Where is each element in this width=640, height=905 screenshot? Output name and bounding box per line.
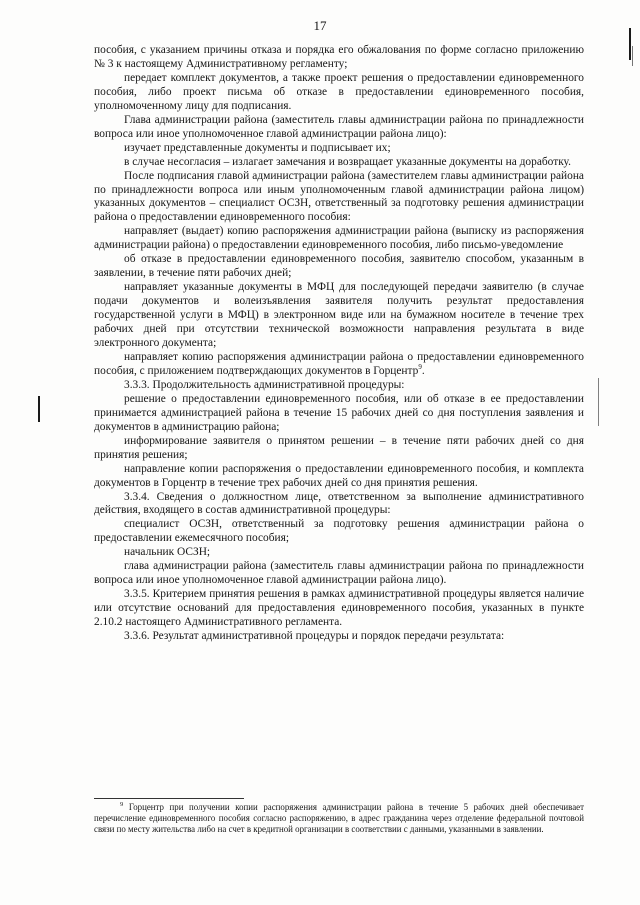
scan-edge-mark bbox=[598, 378, 599, 426]
body-paragraph bbox=[94, 588, 584, 630]
body-paragraph bbox=[94, 379, 584, 393]
paragraph-text: решение о предоставлении единовременного пособия, или об отказе в ее предоставлении принимается администрацией района в течение 15 рабочих дней со дня поступления заявления и документов в администрацию района; bbox=[94, 392, 584, 433]
body-paragraph bbox=[94, 114, 584, 142]
body-paragraph bbox=[94, 72, 584, 114]
footnote-text: Горцентр при получении копии распоряжения администрации района в течение 5 рабочих дней обеспечивает перечисление единовременного пособия согласно распоряжению, в адрес гражданина через отделение федеральной почтовой связи по месту жительства либо на счет в кредитной организации в соответствии с данными, указанными в заявлении. bbox=[94, 802, 584, 835]
document-body bbox=[94, 44, 584, 644]
paragraph-text: направляет указанные документы в МФЦ для последующей передачи заявителю (в случае подачи документов и волеизъявления заявителя получить результат предоставления государственной услуги в МФЦ) в электронном виде или на бумажном носителе в течение трех рабочих дней при отсутствии технической возможности направления результата в виде электронного документа; bbox=[94, 281, 584, 350]
paragraph-text: пособия, с указанием причины отказа и порядка его обжалования по форме согласно приложению № 3 к настоящему Административному регламенту; bbox=[94, 44, 584, 70]
paragraph-text: начальник ОСЗН; bbox=[124, 546, 211, 559]
scan-edge-mark bbox=[632, 46, 633, 66]
paragraph-text: 3.3.6. Результат административной процедуры и порядок передачи результата: bbox=[124, 630, 505, 643]
paragraph-text: направляет копию распоряжения администрации района о предоставлении единовременного пособия, с приложением подтверждающих документов в Горцентр bbox=[94, 350, 584, 377]
paragraph-text: направление копии распоряжения о предоставлении единовременного пособия, и комплекта документов в Горцентр в течение трех рабочих дней со дня принятия решения. bbox=[94, 462, 584, 489]
body-paragraph bbox=[94, 170, 584, 226]
footnote-paragraph bbox=[94, 802, 584, 836]
body-paragraph bbox=[94, 351, 584, 379]
scan-edge-mark bbox=[38, 396, 40, 422]
paragraph-text: изучает представленные документы и подписывает их; bbox=[124, 141, 391, 154]
paragraph-text: информирование заявителя о принятом решении – в течение пяти рабочих дней со дня принятия решения; bbox=[94, 434, 584, 461]
paragraph-text: Глава администрации района (заместитель главы администрации района по принадлежности вопроса или иное уполномоченное главой администрации района лицо): bbox=[94, 113, 584, 140]
paragraph-text: специалист ОСЗН, ответственный за подготовку решения администрации района о предоставлении ежемесячного пособия; bbox=[94, 518, 584, 545]
paragraph-text: 3.3.5. Критерием принятия решения в рамках административной процедуры является наличие или отсутствие оснований для предоставления единовременного пособия, указанных в пункте 2.10.2 настоящего Административного регламента. bbox=[94, 588, 584, 629]
paragraph-text: 3.3.4. Сведения о должностном лице, ответственном за выполнение административного действия, входящего в состав административной процедуры: bbox=[94, 490, 584, 517]
paragraph-text: в случае несогласия – излагает замечания и возвращает указанные документы на доработку. bbox=[124, 155, 571, 168]
body-paragraph bbox=[94, 463, 584, 491]
footnote-separator bbox=[94, 798, 244, 799]
footnote bbox=[94, 802, 584, 836]
body-paragraph bbox=[94, 560, 584, 588]
body-paragraph bbox=[94, 546, 584, 560]
body-paragraph bbox=[94, 156, 584, 170]
paragraph-text: об отказе в предоставлении единовременного пособия, заявителю способом, указанным в заявлении, в течение пяти рабочих дней; bbox=[94, 253, 584, 280]
body-paragraph bbox=[94, 518, 584, 546]
body-paragraph bbox=[94, 142, 584, 156]
body-paragraph bbox=[94, 44, 584, 72]
paragraph-text: направляет (выдает) копию распоряжения администрации района (выписку из распоряжения администрации района) о предоставлении единовременного пособия, либо письмо-уведомление bbox=[94, 225, 584, 252]
paragraph-text: передает комплект документов, а также проект решения о предоставлении единовременного пособия, либо проект письма об отказе в предоставлении единовременного пособия, уполномоченному лицу для подписания. bbox=[94, 71, 584, 112]
paragraph-text: 3.3.3. Продолжительность административной процедуры: bbox=[124, 378, 405, 391]
footnote-reference: 9 bbox=[418, 363, 422, 372]
body-paragraph bbox=[94, 491, 584, 519]
paragraph-tail: . bbox=[421, 364, 425, 377]
body-paragraph bbox=[94, 630, 584, 644]
body-paragraph bbox=[94, 281, 584, 351]
body-paragraph bbox=[94, 393, 584, 435]
paragraph-text: глава администрации района (заместитель главы администрации района по принадлежности вопроса или иное уполномоченное главой администрации района лицо). bbox=[94, 560, 584, 587]
body-paragraph bbox=[94, 435, 584, 463]
page-number: 17 bbox=[313, 18, 327, 33]
paragraph-text: После подписания главой администрации района (заместителем главы администрации района по принадлежности вопроса или иным уполномоченным главой администрации района лицом) указанных документов – специалист ОСЗН, ответственный за подготовку решения администрации района о предоставлении единовременного пособия: bbox=[94, 169, 584, 224]
body-paragraph bbox=[94, 225, 584, 253]
body-paragraph bbox=[94, 253, 584, 281]
footnote-marker: 9 bbox=[120, 801, 124, 809]
scan-edge-mark bbox=[629, 28, 631, 60]
